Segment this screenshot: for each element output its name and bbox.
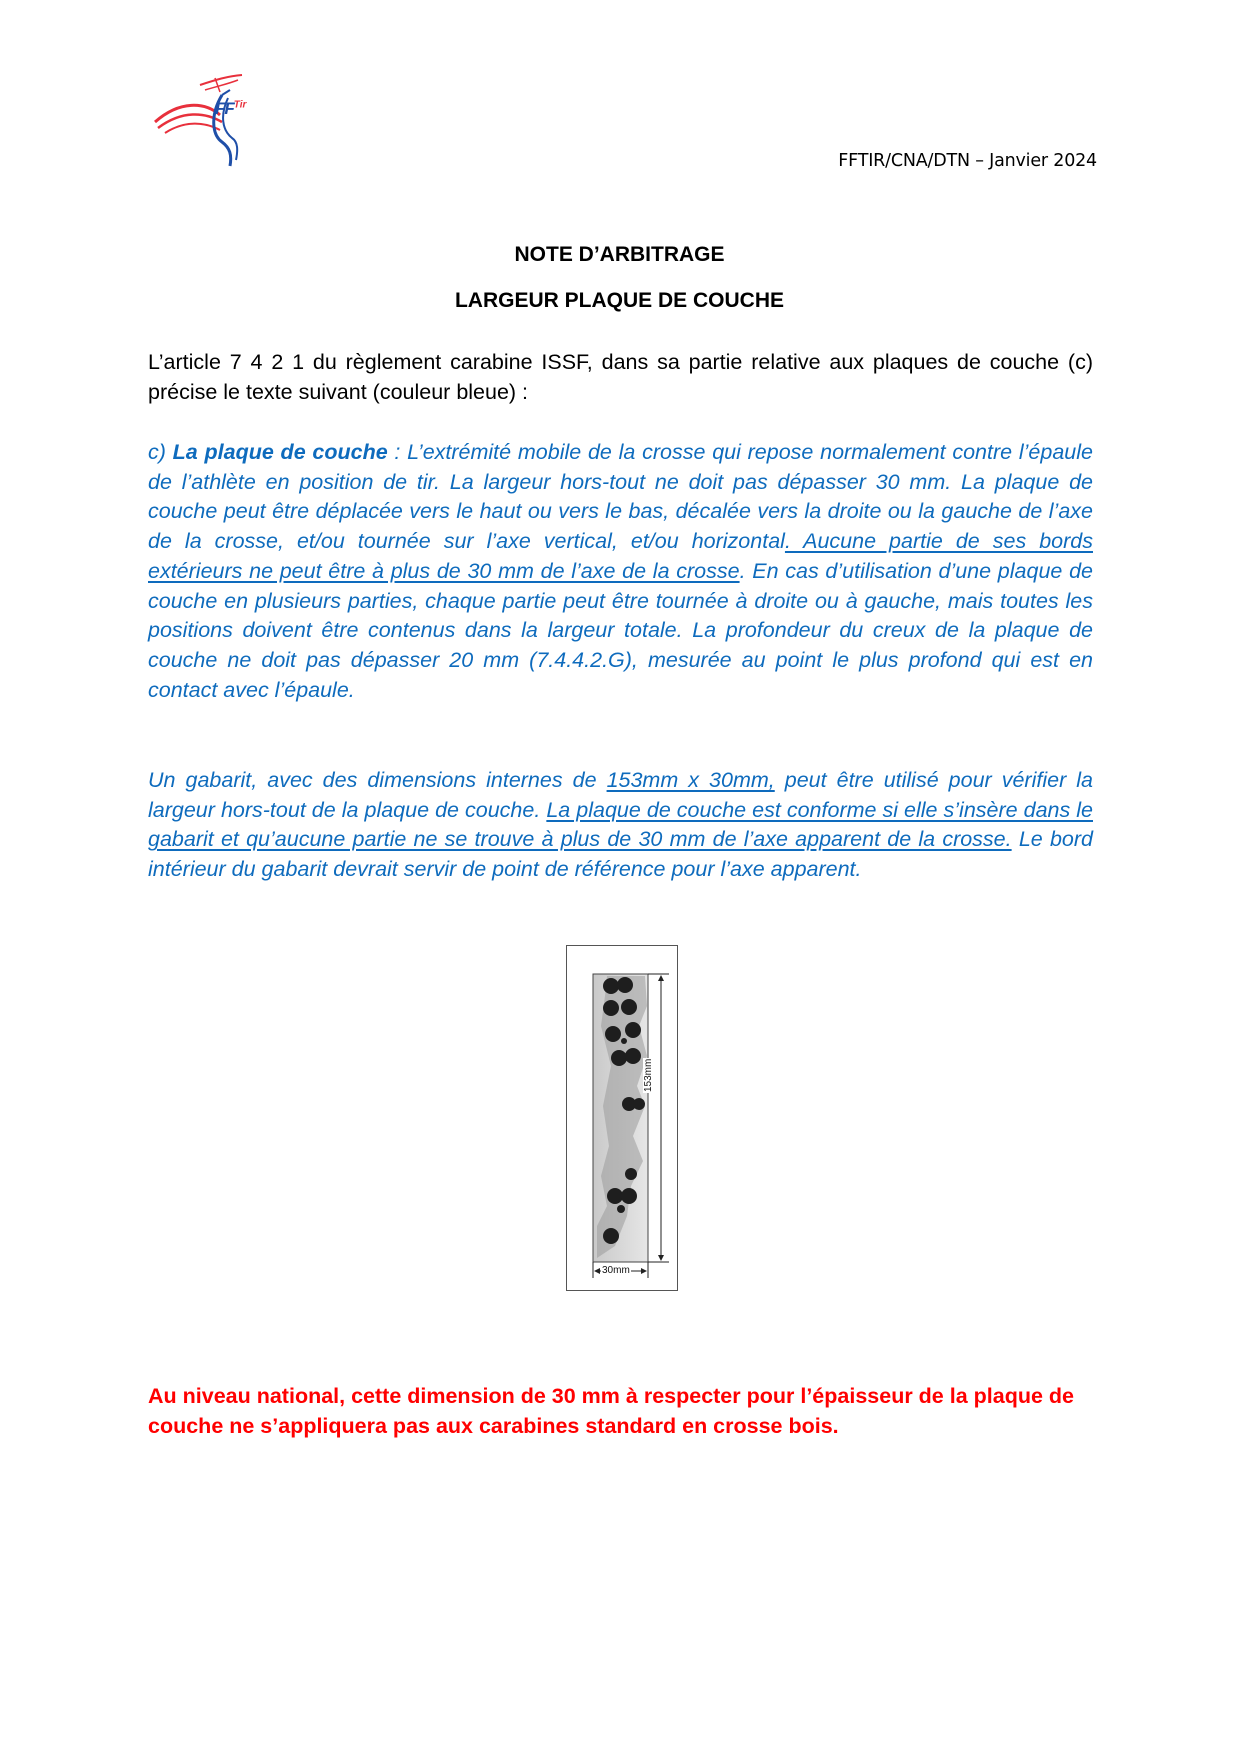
width-label: 30mm — [602, 1265, 630, 1276]
rooster-logo-icon — [150, 70, 280, 170]
gabarit-text-3: Le bord intérieur du gabarit devrait servir de point de référence pour l’axe apparent. — [148, 827, 1093, 882]
gabarit-text-2: peut être utilisé pour vérifier la largeur hors-tout de la plaque de couche. — [148, 768, 1093, 822]
rule-c-underlined: . Aucune partie de ses bords extérieurs ne peut être à plus de 30 mm de l’axe de la crosse — [148, 529, 1093, 583]
gauge-photo — [567, 946, 677, 1290]
document-title: NOTE D’ARBITRAGE — [514, 243, 725, 266]
height-label: 153mm — [643, 1058, 654, 1092]
document-reference: FFTIR/CNA/DTN – Janvier 2024 — [838, 151, 1097, 171]
rule-c-prefix: c) — [148, 440, 173, 464]
gauge-figure — [566, 945, 678, 1291]
rule-c-text-1: : L’extrémité mobile de la crosse qui repose normalement contre l’épaule de l’athlète en position de tir. La largeur hors-tout ne doit pas dépasser 30 mm. La plaque de couche peut être déplacée vers le haut ou vers le bas, décalée vers la droite ou la gauche de l’axe de la crosse, et/ou tournée sur l’axe vertical, et/ou horizontal — [148, 440, 1093, 554]
rule-c-paragraph — [148, 438, 1093, 705]
gabarit-paragraph — [148, 766, 1093, 885]
rule-c-text-2: . En cas d’utilisation d’une plaque de couche en plusieurs parties, chaque partie peut être tournée à droite ou à gauche, mais toutes les positions doivent être contenus dans la largeur totale. La profondeur du creux de la plaque de couche ne doit pas dépasser 20 mm (7.4.4.2.G), mesurée au point le plus profond qui est en contact avec l’épaule. — [148, 558, 1093, 702]
gabarit-dimensions: 153mm x 30mm, — [606, 768, 775, 792]
rule-c-term: La plaque de couche — [172, 440, 388, 464]
gabarit-text-1: Un gabarit, avec des dimensions internes de — [148, 768, 607, 792]
national-note: Au niveau national, cette dimension de 30 mm à respecter pour l’épaisseur de la plaque de couche ne s’appliquera pas aux carabines standard en crosse bois. — [148, 1384, 1074, 1438]
intro-paragraph: L’article 7 4 2 1 du règlement carabine ISSF, dans sa partie relative aux plaques de couche (c) précise le texte suivant (couleur bleue) : — [148, 350, 1093, 404]
document-subtitle: LARGEUR PLAQUE DE COUCHE — [454, 289, 785, 312]
gabarit-underlined: La plaque de couche est conforme si elle s’insère dans le gabarit et qu’aucune partie ne se trouve à plus de 30 mm de l’axe apparent de la crosse. — [148, 797, 1093, 852]
logo-wordmark: $FF^{Tir}$ — [215, 99, 247, 118]
